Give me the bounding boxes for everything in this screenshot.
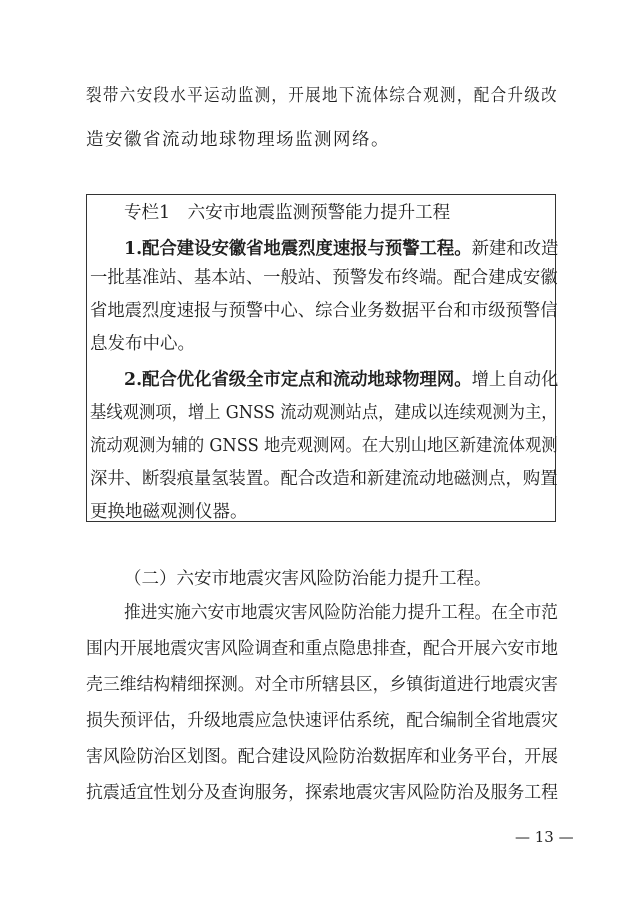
paragraph-line-1: 推进实施六安市地震灾害风险防治能力提升工程。在全市范: [124, 603, 558, 623]
page-number: — 13 —: [515, 828, 574, 846]
paragraph-line-5: 害风险防治区划图。配合建设风险防治数据库和业务平台，开展: [86, 747, 558, 767]
item1-first-text: 新建和改造: [471, 239, 559, 259]
item2-first-text: 增上自动化: [471, 370, 559, 390]
box-item1-line-2: 一批基准站、基本站、一般站、预警发布终端。配合建成安徽: [90, 268, 558, 288]
paragraph-line-4: 损失预评估，升级地震应急快速评估系统，配合编制全省地震灾: [86, 711, 558, 731]
box-item2-line-5: 更换地磁观测仪器。: [90, 502, 248, 522]
box-item2-line-4: 深井、断裂痕量氢装置。配合改造和新建流动地磁测点，购置: [90, 469, 558, 489]
intro-line-2: 造安徽省流动地球物理场监测网络。: [86, 130, 390, 150]
box-item1-line-1: [124, 241, 558, 259]
box-item2-line-3: 流动观测为辅的 GNSS 地壳观测网。在大别山地区新建流体观测: [90, 436, 558, 456]
box-item2-line-2: 基线观测项，增上 GNSS 流动观测站点，建成以连续观测为主，: [90, 403, 558, 423]
box-item1-line-4: 息发布中心。: [90, 334, 195, 354]
section-heading: （二）六安市地震灾害风险防治能力提升工程。: [124, 569, 492, 589]
box-item1-line-3: 省地震烈度速报与预警中心、综合业务数据平台和市级预警信: [90, 301, 558, 321]
paragraph-line-2: 围内开展地震灾害风险调查和重点隐患排查，配合开展六安市地: [86, 639, 558, 659]
box-title: 专栏1 六安市地震监测预警能力提升工程: [124, 203, 451, 223]
paragraph-line-6: 抗震适宜性划分及查询服务，探索地震灾害风险防治及服务工程: [86, 783, 558, 803]
intro-line-1: 裂带六安段水平运动监测，开展地下流体综合观测，配合升级改: [86, 86, 558, 106]
paragraph-line-3: 壳三维结构精细探测。对全市所辖县区，乡镇街道进行地震灾害: [86, 675, 558, 695]
item2-heading: 2.配合优化省级全市定点和流动地球物理网。: [124, 370, 472, 390]
box-item2-line-1: [124, 372, 558, 390]
item1-heading: 1.配合建设安徽省地震烈度速报与预警工程。: [124, 239, 472, 259]
